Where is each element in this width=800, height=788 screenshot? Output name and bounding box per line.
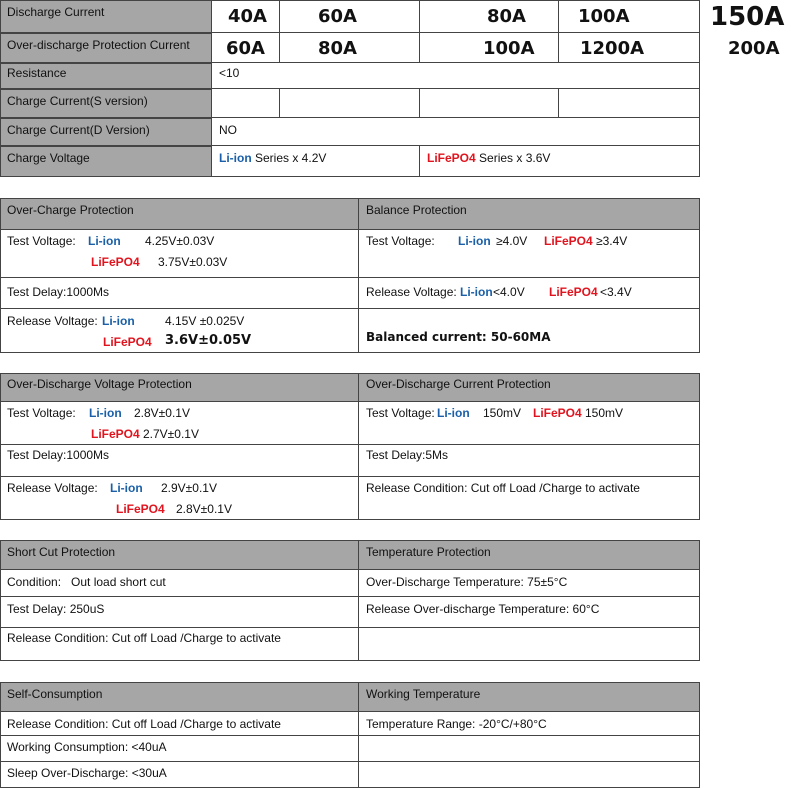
resistance-value: <10 [219, 66, 240, 80]
odv-release-lifepo4-value: 2.8V±0.1V [176, 502, 232, 516]
section-short-temp [0, 540, 700, 661]
odv-liion-tag: Li-ion [89, 406, 122, 420]
section-self-working [0, 682, 700, 788]
charge-s-cell-3 [419, 88, 559, 118]
balance-liion-tag: Li-ion [458, 234, 491, 248]
balance-release-label: Release Voltage: [366, 285, 457, 299]
balance-lifepo4-value: ≥3.4V [596, 234, 628, 248]
odv-title: Over-Discharge Voltage Protection [7, 377, 192, 391]
overdischarge-value-1: 60A [226, 38, 265, 59]
charge-d-value: NO [219, 123, 237, 137]
overcharge-liion-value: 4.25V±0.03V [145, 234, 215, 248]
overcharge-test-voltage-label: Test Voltage: [7, 234, 76, 248]
lifepo4-series: Series x 3.6V [479, 151, 551, 165]
balance-title: Balance Protection [366, 203, 467, 217]
discharge-label: Discharge Current [7, 5, 105, 19]
temp-row-3 [358, 627, 700, 661]
balance-release-liion-value: <4.0V [493, 285, 525, 299]
overdischarge-label: Over-discharge Protection Current [7, 38, 190, 52]
odv-liion-value: 2.8V±0.1V [134, 406, 190, 420]
overcharge-release-label: Release Voltage: [7, 314, 98, 328]
overcharge-title: Over-Charge Protection [7, 203, 134, 217]
self-title: Self-Consumption [7, 687, 103, 701]
balance-release-lifepo4-tag: LiFePO4 [549, 285, 598, 299]
odc-lifepo4-tag: LiFePO4 [533, 406, 582, 420]
balance-test-voltage-label: Test Voltage: [366, 234, 435, 248]
charge-voltage-liion [219, 151, 326, 165]
overcharge-liion-tag: Li-ion [88, 234, 121, 248]
balanced-current: Balanced current: 50-60MA [366, 330, 551, 344]
self-working: Working Consumption: <40uA [7, 740, 167, 754]
odv-lifepo4-tag: LiFePO4 [91, 427, 140, 441]
odv-release-label: Release Voltage: [7, 481, 98, 495]
odc-lifepo4-value: 150mV [585, 406, 624, 420]
odc-liion-tag: Li-ion [437, 406, 470, 420]
odv-release-liion-tag: Li-ion [110, 481, 143, 495]
temp-title: Temperature Protection [366, 545, 491, 559]
overdischarge-value-4: 1200A [580, 38, 645, 59]
side-value-bottom: 200A [728, 38, 780, 59]
resistance-label: Resistance [7, 66, 67, 80]
charge-s-cell-1 [211, 88, 280, 118]
working-temp-row-2 [358, 735, 700, 762]
spec-table-top [0, 0, 700, 178]
odv-test-delay: Test Delay:1000Ms [7, 448, 110, 462]
short-condition: Condition: Out load short cut [7, 575, 166, 589]
overcharge-lifepo4-value: 3.75V±0.03V [158, 255, 228, 269]
charge-s-cell-4 [558, 88, 700, 118]
balance-lifepo4-tag: LiFePO4 [544, 234, 593, 248]
balance-release-lifepo4-value: <3.4V [600, 285, 632, 299]
balance-release-liion-tag: Li-ion [460, 285, 493, 299]
charge-s-cell-2 [279, 88, 420, 118]
working-temp-range: Temperature Range: -20°C/+80°C [366, 717, 547, 731]
temp-release: Release Over-discharge Temperature: 60°C [366, 602, 600, 616]
charge-voltage-lifepo4 [427, 151, 550, 165]
short-delay: Test Delay: 250uS [7, 602, 105, 616]
temp-over: Over-Discharge Temperature: 75±5°C [366, 575, 568, 589]
charge-s-label: Charge Current(S version) [7, 94, 148, 108]
section-overdischarge [0, 373, 700, 520]
overcharge-release-liion-value: 4.15V ±0.025V [165, 314, 245, 328]
balance-liion-value: ≥4.0V [496, 234, 528, 248]
side-value-top: 150A [710, 2, 785, 32]
working-temp-title: Working Temperature [366, 687, 481, 701]
odv-release-lifepo4-tag: LiFePO4 [116, 502, 165, 516]
odc-release: Release Condition: Cut off Load /Charge to activate [366, 481, 640, 495]
self-sleep: Sleep Over-Discharge: <30uA [7, 766, 167, 780]
working-temp-row-3 [358, 761, 700, 788]
odc-test-voltage-label: Test Voltage: [366, 406, 435, 420]
overcharge-lifepo4-tag: LiFePO4 [91, 255, 140, 269]
overcharge-release-lifepo4-value: 3.6V±0.05V [165, 333, 252, 348]
liion-tag: Li-ion [219, 151, 252, 165]
short-title: Short Cut Protection [7, 545, 116, 559]
discharge-value-3: 80A [487, 6, 526, 27]
overcharge-release-liion-tag: Li-ion [102, 314, 135, 328]
discharge-value-4: 100A [578, 6, 630, 27]
odc-test-delay: Test Delay:5Ms [366, 448, 449, 462]
charge-voltage-label: Charge Voltage [7, 151, 90, 165]
resistance-cell [211, 62, 700, 89]
overcharge-test-delay: Test Delay:1000Ms [7, 285, 110, 299]
odv-lifepo4-value: 2.7V±0.1V [143, 427, 199, 441]
discharge-value-1: 40A [228, 6, 267, 27]
liion-series: Series x 4.2V [255, 151, 327, 165]
odc-liion-value: 150mV [483, 406, 522, 420]
odc-title: Over-Discharge Current Protection [366, 377, 551, 391]
short-release: Release Condition: Cut off Load /Charge to activate [7, 631, 281, 645]
charge-d-label: Charge Current(D Version) [7, 123, 150, 137]
section-overcharge-balance [0, 198, 700, 353]
overcharge-release-lifepo4-tag: LiFePO4 [103, 335, 152, 349]
overdischarge-value-2: 80A [318, 38, 357, 59]
odv-release-liion-value: 2.9V±0.1V [161, 481, 217, 495]
odv-test-voltage-label: Test Voltage: [7, 406, 76, 420]
lifepo4-tag: LiFePO4 [427, 151, 476, 165]
self-release: Release Condition: Cut off Load /Charge to activate [7, 717, 281, 731]
charge-d-cell [211, 117, 700, 146]
overdischarge-value-3: 100A [483, 38, 535, 59]
discharge-value-2: 60A [318, 6, 357, 27]
